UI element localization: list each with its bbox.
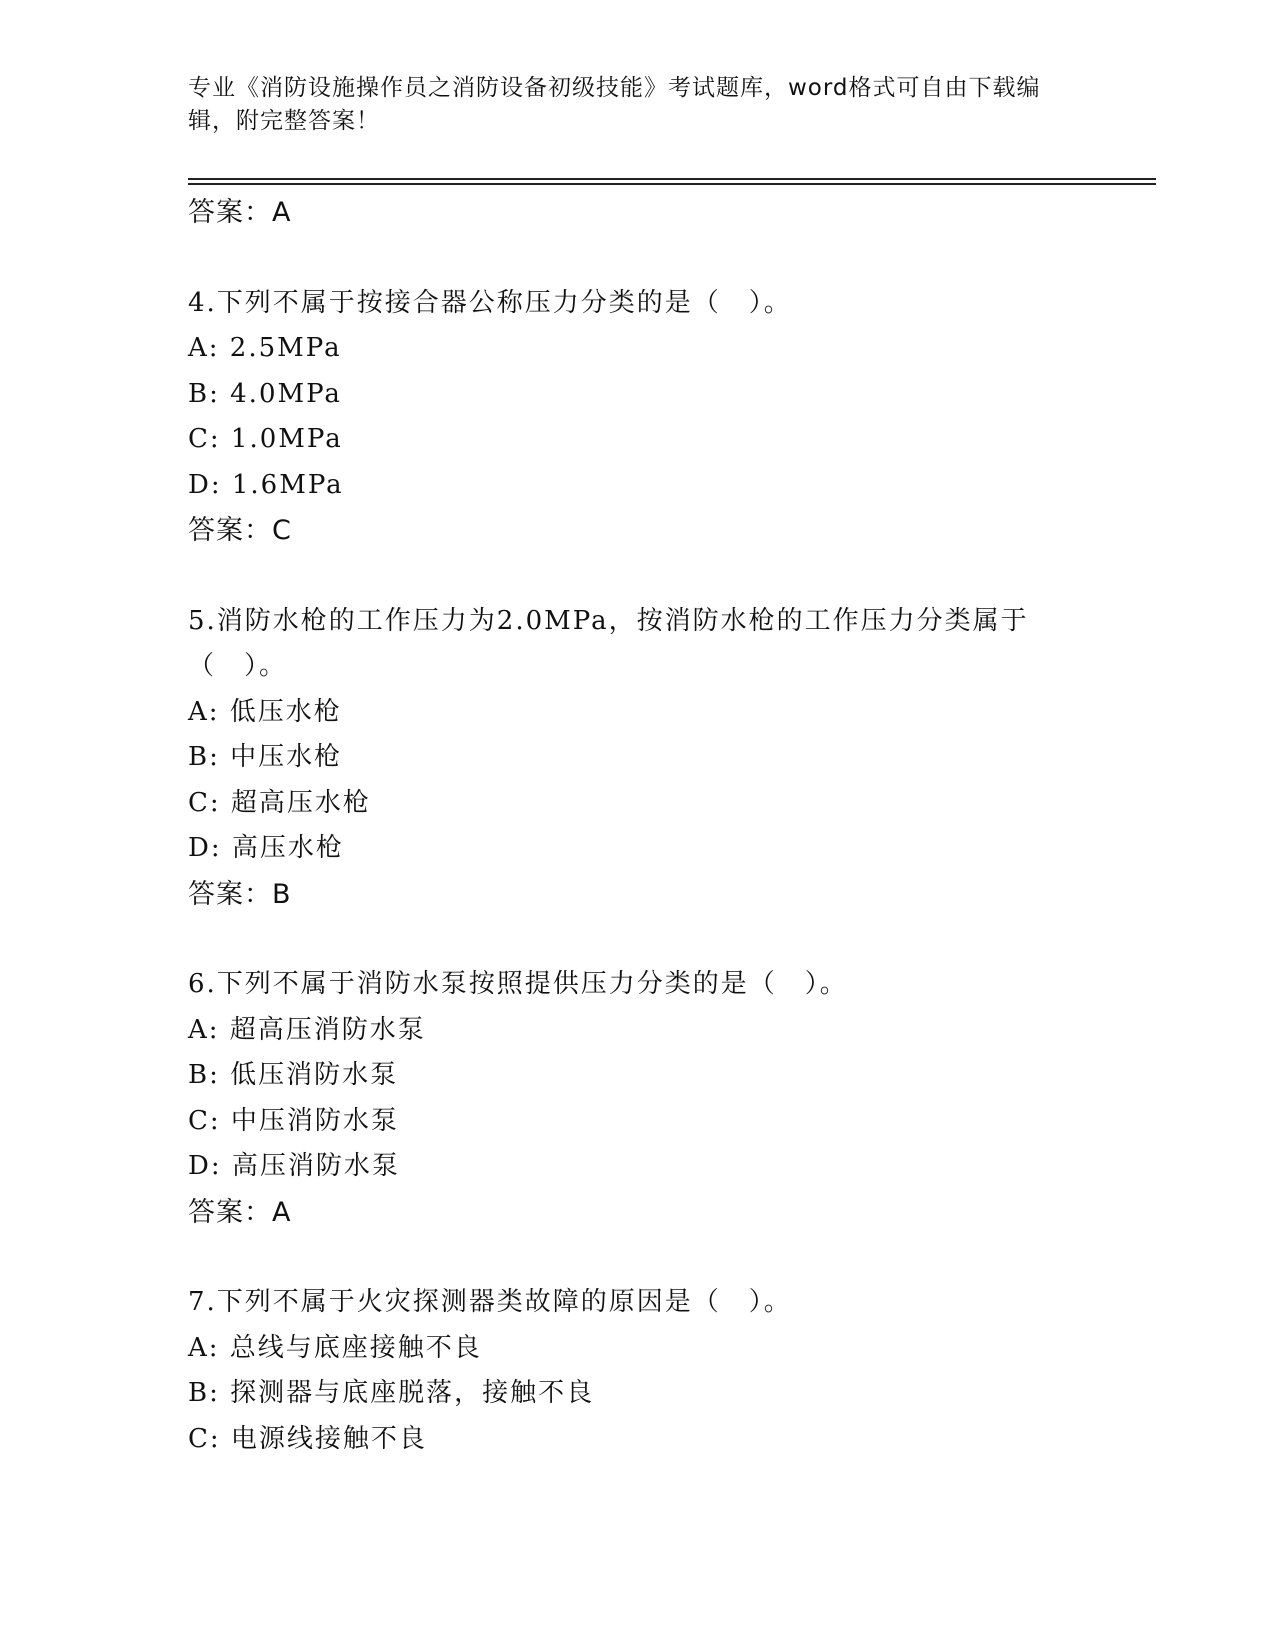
question-stem: 4.下列不属于按接合器公称压力分类的是（ ）。: [188, 287, 792, 318]
question-stem: 7.下列不属于火灾探测器类故障的原因是（ ）。: [188, 1287, 792, 1317]
previous-answer: 答案：A: [188, 197, 292, 228]
option-b: B: 低压消防水泵: [188, 1060, 399, 1090]
document-header: 专业《消防设施操作员之消防设备初级技能》考试题库，word格式可自由下载编辑，附完整答案！: [188, 75, 1041, 134]
question-block: [188, 962, 1088, 1235]
option-b: B: 中压水枪: [188, 742, 343, 772]
question-stem: 6.下列不属于消防水泵按照提供压力分类的是（ ）。: [188, 969, 848, 999]
option-a: A: 超高压消防水泵: [188, 1014, 426, 1045]
question-block: [188, 599, 1088, 918]
option-a: A: 总线与底座接触不良: [188, 1332, 482, 1363]
option-a: A: 低压水枪: [188, 696, 342, 727]
option-b: B: 探测器与底座脱落，接触不良: [188, 1378, 595, 1408]
question-block: [188, 1280, 1088, 1462]
option-c: C: 电源线接触不良: [188, 1423, 427, 1454]
option-d: D: 高压消防水泵: [188, 1151, 400, 1181]
spacer: [188, 917, 1088, 962]
answer: 答案：B: [188, 878, 292, 910]
answer: 答案：C: [188, 515, 292, 546]
header-rule-top: [188, 178, 1156, 180]
spacer: [188, 1235, 1088, 1280]
option-a: A: 2.5MPa: [188, 333, 342, 363]
question-list: [188, 190, 1088, 1462]
answer: 答案：A: [188, 1196, 292, 1228]
spacer: [188, 554, 1088, 599]
header-rule-bottom: [188, 183, 1156, 185]
option-d: D: 高压水枪: [188, 833, 344, 863]
option-d: D: 1.6MPa: [188, 469, 344, 500]
option-c: C: 中压消防水泵: [188, 1105, 399, 1136]
option-b: B: 4.0MPa: [188, 378, 342, 409]
spacer: [188, 236, 1088, 281]
option-c: C: 超高压水枪: [188, 787, 371, 818]
option-c: C: 1.0MPa: [188, 424, 343, 454]
question-block: [188, 281, 1088, 554]
question-stem: 5.消防水枪的工作压力为2.0MPa，按消防水枪的工作压力分类属于（ ）。: [188, 605, 1029, 681]
